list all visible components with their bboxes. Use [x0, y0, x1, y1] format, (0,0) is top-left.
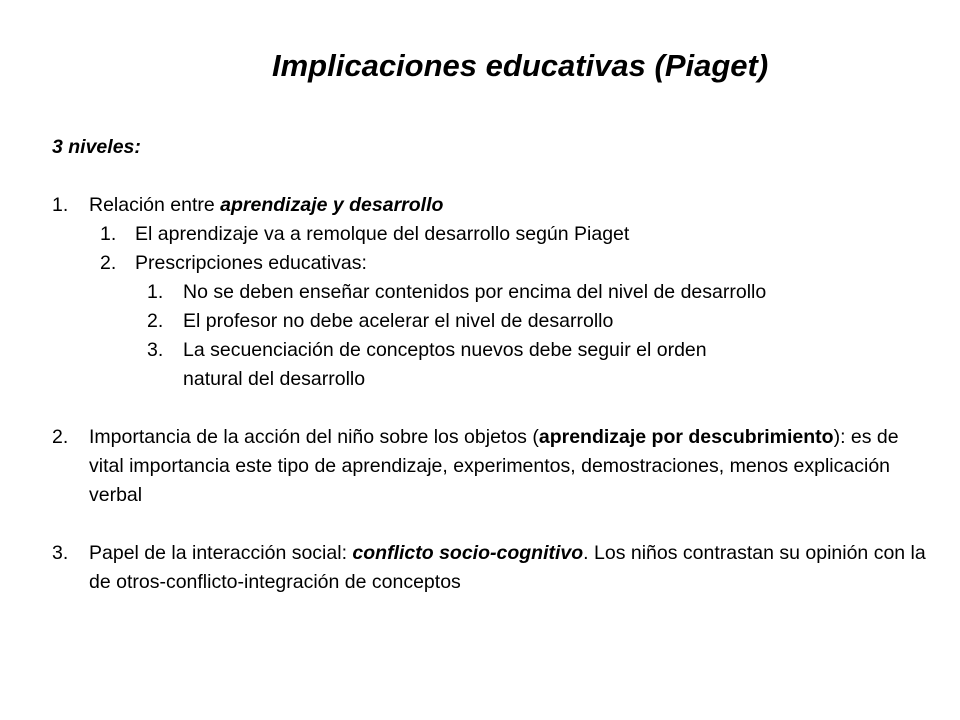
text-line: natural del desarrollo: [183, 368, 366, 390]
list-item-text: El aprendizaje va a remolque del desarrollo según Piaget: [135, 223, 630, 245]
list-item-1-2-3: [52, 336, 932, 394]
section-heading: 3 niveles:: [52, 136, 141, 158]
text-line: La secuenciación de conceptos nuevos debe seguir el orden: [183, 339, 707, 361]
text-plain: . Los niños contrastan su opinión con la de otros-conflicto-integración de conceptos: [89, 542, 926, 593]
list-item-text: [89, 423, 932, 510]
list-item-1-2-1: [52, 278, 932, 307]
list-number: 2.: [100, 252, 117, 274]
list-item-text: El profesor no debe acelerar el nivel de desarrollo: [183, 310, 614, 332]
text-emphasis: aprendizaje y desarrollo: [220, 194, 444, 216]
list-item-text: No se deben enseñar contenidos por encima del nivel de desarrollo: [183, 281, 767, 303]
text-bold: aprendizaje por descubrimiento: [538, 426, 834, 448]
text-plain: Relación entre: [89, 194, 221, 216]
text-plain: ): es de vital importancia este tipo de aprendizaje, experimentos, demostraciones, menos explicación verbal: [89, 426, 899, 506]
list-number: 3.: [52, 542, 69, 564]
list-item-text: Prescripciones educativas:: [135, 252, 367, 274]
list-item-3: [52, 539, 932, 597]
list-number: 2.: [52, 426, 69, 448]
slide-content: [52, 133, 932, 597]
slide-title: Implicaciones educativas (Piaget): [272, 48, 769, 83]
text-emphasis: conflicto socio-cognitivo: [352, 542, 584, 564]
list-item-1-2-2: [52, 307, 932, 336]
list-item-text: [89, 539, 932, 597]
list-number: 3.: [147, 339, 164, 361]
list-item-1: [52, 191, 932, 220]
list-item-2: [52, 423, 932, 510]
list-item-text: [183, 336, 932, 394]
list-number: 1.: [52, 194, 69, 216]
list-item-text: [89, 191, 932, 220]
text-plain: Importancia de la acción del niño sobre los objetos (: [89, 426, 539, 448]
list-item-1-2: [52, 249, 932, 278]
text-plain: Papel de la interacción social:: [89, 542, 353, 564]
list-number: 1.: [100, 223, 117, 245]
list-number: 1.: [147, 281, 164, 303]
list-number: 2.: [147, 310, 164, 332]
list-item-1-1: [52, 220, 932, 249]
